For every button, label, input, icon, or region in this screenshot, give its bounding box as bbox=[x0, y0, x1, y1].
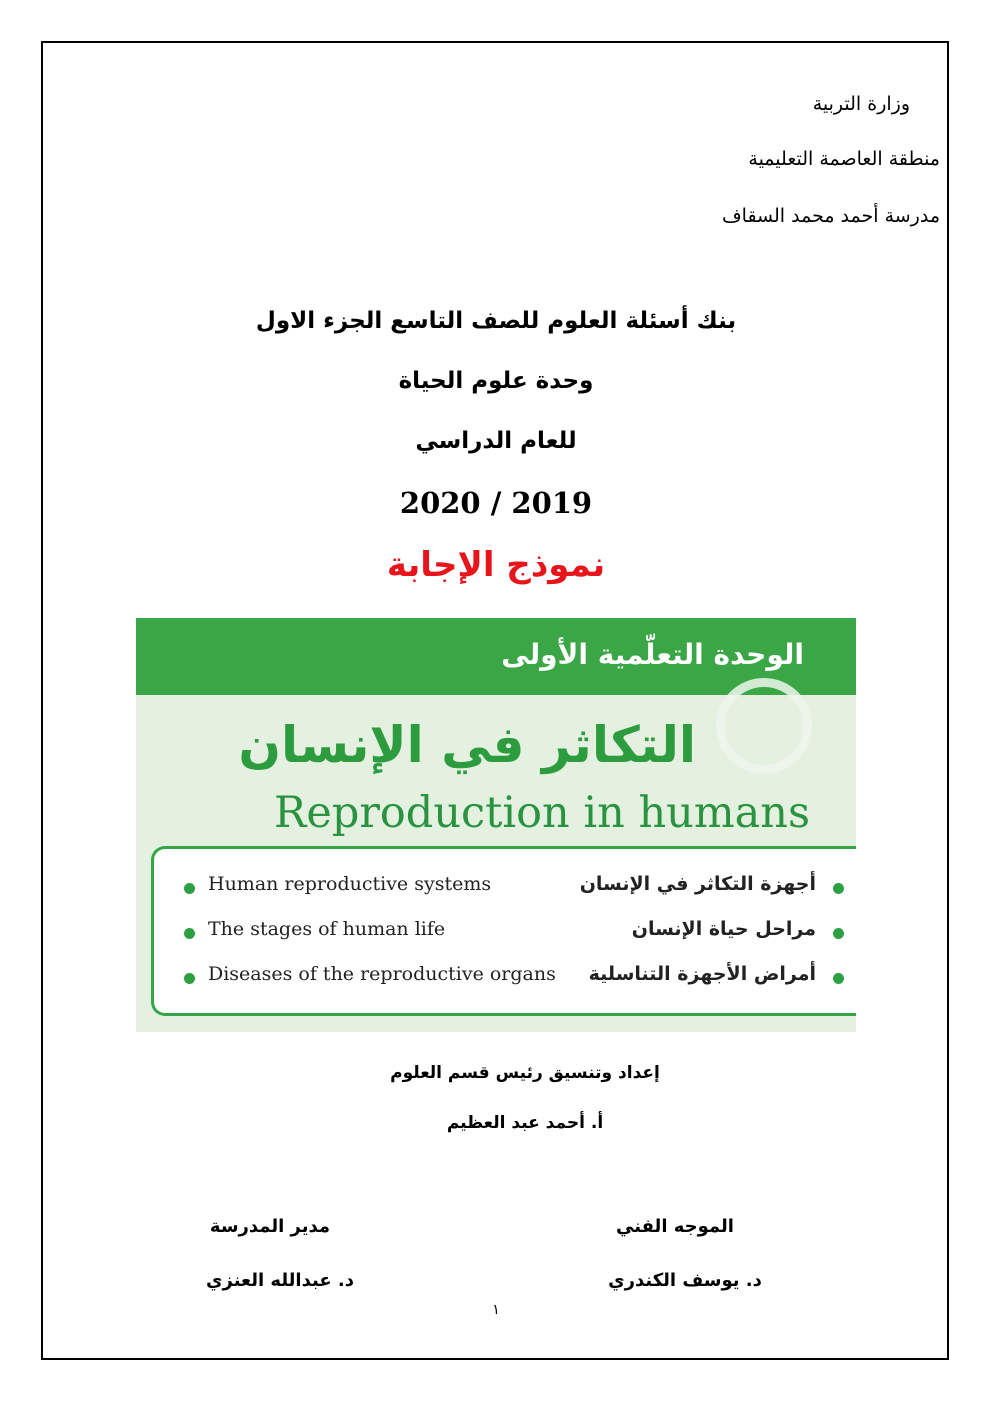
topics-box bbox=[151, 846, 856, 1016]
ministry-label: وزارة التربية bbox=[812, 93, 910, 115]
bullet-icon bbox=[833, 883, 844, 894]
topic-ar-2: مراحل حياة الإنسان bbox=[631, 918, 816, 940]
topic-en-2: The stages of human life bbox=[208, 918, 446, 940]
bullet-icon bbox=[184, 883, 195, 894]
document-title: بنك أسئلة العلوم للصف التاسع الجزء الاول bbox=[255, 308, 737, 334]
prepared-by-label: إعداد وتنسيق رئيس قسم العلوم bbox=[390, 1063, 660, 1083]
bullet-icon bbox=[833, 928, 844, 939]
teacher-name: أ. أحمد عبد العظيم bbox=[446, 1113, 604, 1133]
supervisor-title: الموجه الفني bbox=[616, 1216, 734, 1237]
decorative-circle bbox=[716, 678, 812, 774]
bullet-icon bbox=[184, 928, 195, 939]
academic-year-label: للعام الدراسي bbox=[415, 428, 577, 454]
unit-subtitle: وحدة علوم الحياة bbox=[398, 368, 594, 394]
unit-label: الوحدة التعلّمية الأولى bbox=[501, 638, 804, 671]
principal-name: د. عبدالله العنزي bbox=[206, 1270, 354, 1291]
topic-en-1: Human reproductive systems bbox=[208, 873, 492, 895]
topic-ar-3: أمراض الأجهزة التناسلية bbox=[588, 963, 816, 985]
school-label: مدرسة أحمد محمد السقاف bbox=[721, 205, 940, 227]
topic-en-3: Diseases of the reproductive organs bbox=[208, 963, 556, 985]
district-label: منطقة العاصمة التعليمية bbox=[748, 148, 940, 170]
answer-key-heading: نموذج الإجابة bbox=[386, 545, 606, 585]
page-number: ١ bbox=[492, 1302, 500, 1318]
principal-title: مدير المدرسة bbox=[209, 1216, 331, 1237]
banner-title-english: Reproduction in humans bbox=[274, 788, 811, 838]
academic-year: 2020 / 2019 bbox=[399, 486, 593, 520]
unit-banner bbox=[136, 618, 856, 1032]
topic-ar-1: أجهزة التكاثر في الإنسان bbox=[579, 873, 816, 895]
bullet-icon bbox=[184, 973, 195, 984]
banner-title-arabic: التكاثر في الإنسان bbox=[238, 716, 696, 774]
supervisor-name: د. يوسف الكندري bbox=[608, 1270, 762, 1291]
bullet-icon bbox=[833, 973, 844, 984]
